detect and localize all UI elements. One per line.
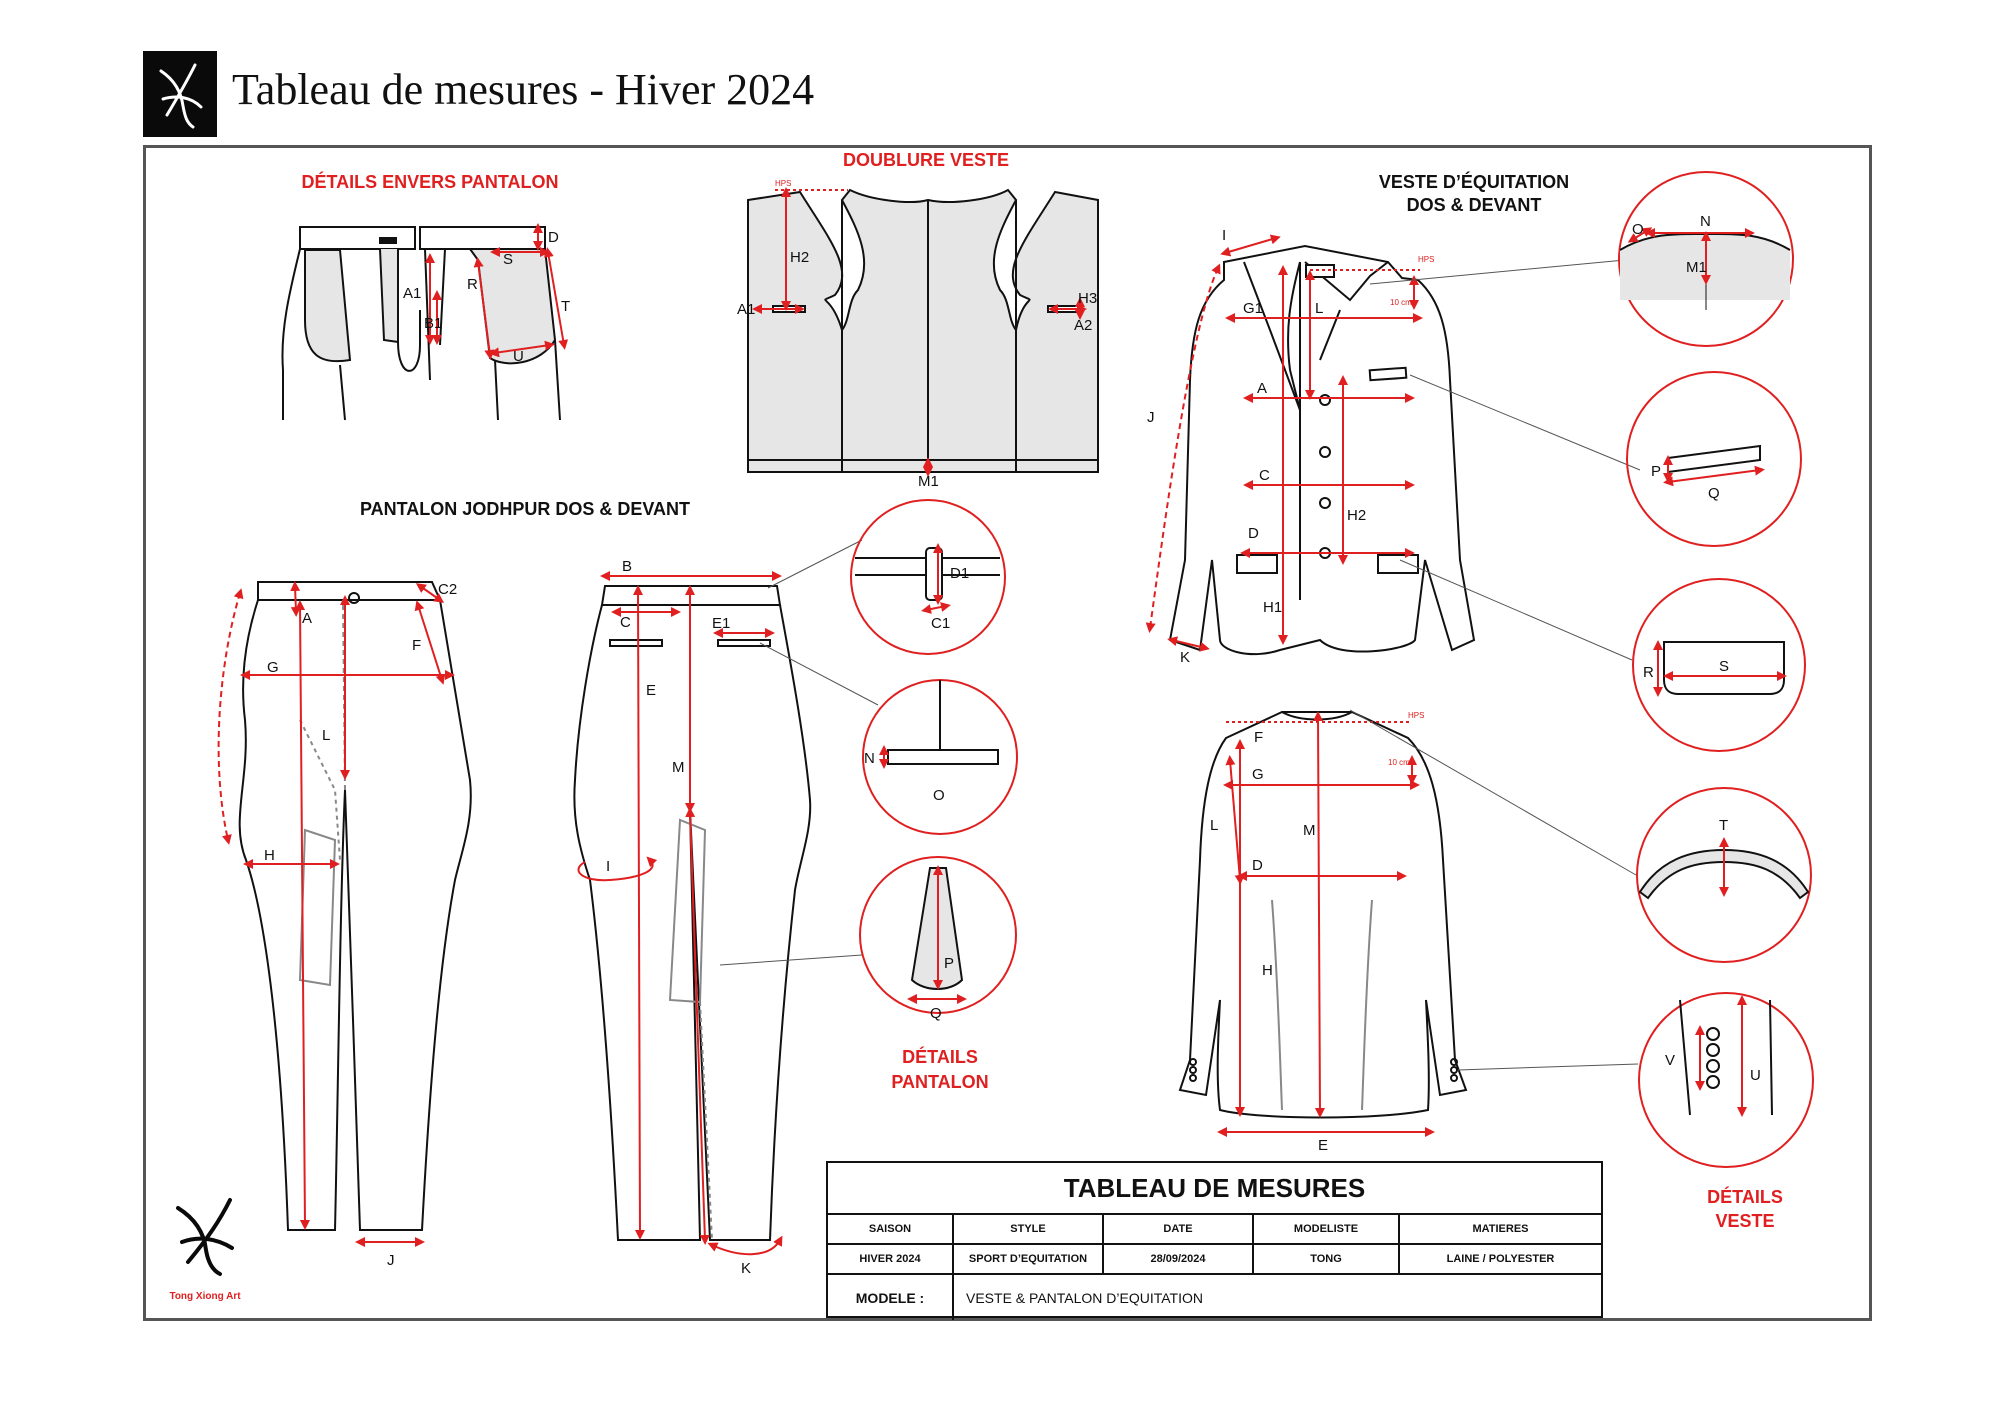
label-N: N [864,750,875,767]
label-E: E [1318,1137,1329,1154]
jodhpur-back-labels [606,558,751,1277]
label-E: E [646,682,657,699]
spec-table-header-row [828,1215,1601,1245]
label-T: T [1719,817,1729,834]
label-U: U [1750,1067,1761,1084]
label-M1: M1 [918,473,939,490]
spec-table-title: TABLEAU DE MESURES [828,1163,1601,1215]
section-pants-inside-title: DÉTAILS ENVERS PANTALON [301,172,559,192]
label-C1: C1 [931,615,951,632]
pants-inside-drawing [282,227,560,420]
label-F: F [1254,729,1264,746]
spec-table-value-row [828,1245,1601,1275]
jodhpur-front-labels [264,581,457,1269]
ten-cm-annotation-front: 10 cm [1390,298,1412,307]
label-R: R [1643,664,1654,681]
label-U: U [513,348,524,365]
jodhpur-front-drawing [240,582,471,1230]
ten-cm-annotation-back: 10 cm [1388,758,1410,767]
section-jacket-details-subtitle: VESTE [1715,1211,1775,1231]
label-T: T [561,298,571,315]
label-A1: A1 [403,285,422,302]
label-A1: A1 [737,301,756,318]
label-D: D [1252,857,1263,874]
label-N: N [1700,213,1711,230]
value-modeliste: TONG [1254,1245,1400,1273]
label-K: K [1180,649,1191,666]
label-M1: M1 [1686,259,1707,276]
brand-name: Tong Xiong Art [169,1291,241,1302]
label-M: M [1303,822,1316,839]
value-saison: HIVER 2024 [828,1245,954,1273]
spec-table-model-row [828,1275,1601,1320]
label-C: C [1259,467,1270,484]
label-O: O [933,787,945,804]
section-riding-jacket-title: VESTE D’ÉQUITATION [1378,172,1570,192]
label-G: G [267,659,279,676]
header-style: STYLE [954,1215,1104,1243]
value-date: 28/09/2024 [1104,1245,1254,1273]
section-jacket-lining-title: DOUBLURE VESTE [842,150,1010,170]
label-I: I [1222,227,1227,244]
value-matieres: LAINE / POLYESTER [1446,1253,1555,1265]
label-Q: Q [930,1005,942,1022]
hps-annotation: HPS [775,179,792,188]
jacket-back-drawing [1180,712,1466,1118]
label-B: B [622,558,633,575]
label-C: C [620,614,631,631]
value-style: SPORT D’EQUITATION [954,1245,1104,1273]
section-riding-jacket-subtitle: DOS & DEVANT [1406,195,1542,215]
label-S: S [503,251,514,268]
label-G1: G1 [1243,300,1264,317]
section-jacket-details-title: DÉTAILS [1707,1187,1783,1207]
label-I: I [606,858,611,875]
label-H: H [264,847,275,864]
label-P: P [944,955,955,972]
label-M: M [672,759,685,776]
label-E1: E1 [712,615,731,632]
jodhpur-back-measures [578,576,780,1254]
label-P: P [1651,463,1662,480]
label-V: V [1665,1052,1676,1069]
jodhpur-back-drawing [574,586,810,1240]
label-H2: H2 [790,249,810,266]
header-modeliste: MODELISTE [1254,1215,1400,1243]
section-pants-details-title: DÉTAILS [902,1047,978,1067]
label-D: D [1248,525,1259,542]
header-date: DATE [1104,1215,1254,1243]
spec-table [826,1161,1603,1318]
hps-annotation-back: HPS [1408,711,1425,720]
label-L: L [1210,817,1219,834]
label-D: D [548,229,559,246]
label-O: O [1632,221,1644,238]
label-H1: H1 [1263,599,1283,616]
label-L: L [1315,300,1324,317]
label-A: A [302,610,313,627]
label-J: J [1147,409,1155,426]
jodhpur-front-measures [219,586,450,1242]
section-jodhpur-title: PANTALON JODHPUR DOS & DEVANT [359,499,691,519]
section-pants-details-subtitle: PANTALON [891,1072,989,1092]
label-R: R [467,276,478,293]
header-matieres: MATIERES [1472,1223,1529,1235]
model-label: MODELE : [828,1275,954,1320]
label-A: A [1257,380,1268,397]
label-K: K [741,1260,752,1277]
model-value: VESTE & PANTALON D’EQUITATION [966,1289,1203,1306]
hps-annotation-front: HPS [1418,255,1435,264]
label-D1: D1 [950,565,970,582]
header-saison: SAISON [828,1215,954,1243]
label-L: L [322,727,331,744]
label-J: J [387,1252,395,1269]
label-H3: H3 [1078,290,1098,307]
label-B1: B1 [424,315,443,332]
label-H: H [1262,962,1273,979]
label-S: S [1719,658,1730,675]
label-C2: C2 [438,581,458,598]
tong-xiong-art-logo [168,1190,244,1280]
label-H2: H2 [1347,507,1367,524]
label-F: F [412,637,422,654]
label-G: G [1252,766,1264,783]
label-A2: A2 [1074,317,1093,334]
label-Q: Q [1708,485,1720,502]
page-title: Tableau de mesures - Hiver 2024 [232,65,815,114]
lining-drawing [748,190,1098,472]
